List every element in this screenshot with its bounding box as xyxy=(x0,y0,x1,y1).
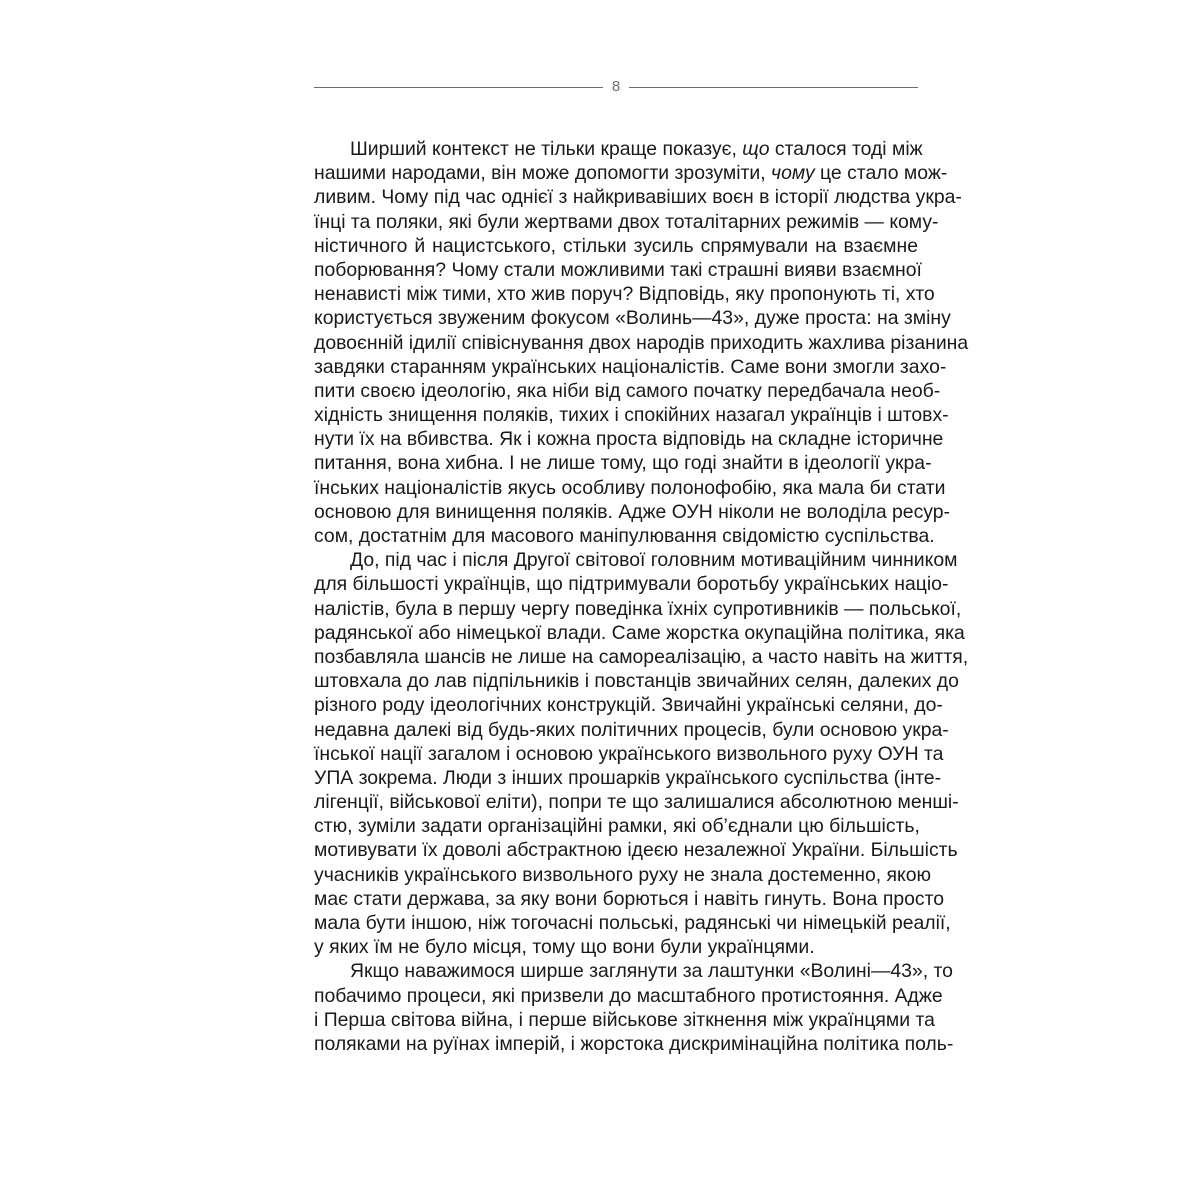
text-run: радянської або німецької влади. Саме жорстка окупаційна політика, яка xyxy=(314,621,965,644)
text-line xyxy=(314,355,947,379)
text-run: недавна далекі від будь-яких політичних процесів, були основою укра- xyxy=(314,718,949,741)
text-run: довоєнній ідилії співіснування двох народів приходить жахлива різанина xyxy=(314,331,969,354)
running-head xyxy=(314,75,918,99)
text-run: для більшості українців, що підтримували боротьбу українських націо- xyxy=(314,573,949,596)
text-run: завдяки старанням українських націоналістів. Саме вони змогли захо- xyxy=(314,355,947,378)
text-line xyxy=(314,427,944,451)
text-run: мала бути іншою, ніж тогочасні польські, радянські чи німецькій реалії, xyxy=(314,912,951,934)
text-run: побачимо процеси, які призвели до масштабного протистояння. Адже xyxy=(314,984,943,1007)
text-run: питання, вона хибна. І не лише тому, що годі знайти в ідеології укра- xyxy=(314,452,932,475)
italic-text: що xyxy=(742,138,770,160)
text-run: їнці та поляки, які були жертвами двох тоталітарних режимів — кому- xyxy=(314,210,939,233)
text-run: позбавляла шансів не лише на самореалізацію, а часто навіть на життя, xyxy=(314,645,969,668)
paragraph xyxy=(314,959,954,1056)
text-line xyxy=(314,210,939,234)
text-line xyxy=(314,1008,935,1032)
text-line xyxy=(314,742,944,766)
text-line xyxy=(314,766,942,790)
text-run: сталося тоді між xyxy=(769,138,923,160)
text-line xyxy=(314,258,922,282)
page-number: 8 xyxy=(611,78,621,95)
text-run: ливим. Чому під час однієї з найкривавіших воєн в історії людства укра- xyxy=(314,186,962,209)
text-line xyxy=(314,911,951,935)
text-run: мотивувати їх доволі абстрактною ідеєю незалежної України. Більшість xyxy=(314,839,958,862)
text-line xyxy=(314,645,969,669)
text-line xyxy=(314,500,950,524)
text-line xyxy=(314,282,935,306)
text-run: нашими народами, він може допомогти зрозуміти, xyxy=(314,162,772,185)
text-run: нути їх на вбивства. Як і кожна проста відповідь на складне історичне xyxy=(314,428,944,451)
text-run: ністичного й нацистського, стільки зусиль спрямували на взаємне xyxy=(314,234,918,257)
text-line xyxy=(314,379,941,403)
text-line xyxy=(314,476,946,500)
text-run: має стати держава, за яку вони борються і навіть гинуть. Вона просто xyxy=(314,887,945,910)
text-run: користується звуженим фокусом «Волинь—43», дуже проста: на зміну xyxy=(314,307,951,330)
text-run: їнських націоналістів якусь особливу полонофобію, яка мала би стати xyxy=(314,476,946,499)
text-line xyxy=(314,669,959,693)
text-line xyxy=(314,621,965,645)
text-run: різного роду ідеологічних конструкцій. Звичайні українські селяни, до- xyxy=(314,694,943,717)
text-line xyxy=(314,597,962,621)
text-run: лігенції, військової еліти), попри те що залишалися абсолютною менші- xyxy=(314,791,959,814)
text-line xyxy=(314,185,962,209)
text-run: і Перша світова війна, і перше військове зіткнення між українцями та xyxy=(314,1008,935,1031)
text-line xyxy=(314,548,958,572)
body-text xyxy=(314,137,969,1056)
text-line xyxy=(314,451,932,475)
text-run: До, під час і після Другої світової головним мотиваційним чинником xyxy=(350,549,958,572)
text-line xyxy=(314,234,918,258)
text-line xyxy=(314,790,959,814)
text-run: УПА зокрема. Люди з інших прошарків українського суспільства (інте- xyxy=(314,766,942,789)
text-line xyxy=(314,935,918,959)
text-run: поборювання? Чому стали можливими такі страшні вияви взаємної xyxy=(314,258,922,281)
paragraph xyxy=(314,137,969,548)
text-run: це стало мож- xyxy=(814,162,948,185)
text-line xyxy=(314,838,958,862)
text-line xyxy=(314,161,948,185)
text-run: штовхала до лав підпільників і повстанців звичайних селян, далеких до xyxy=(314,670,959,693)
text-run: пити своєю ідеологію, яка ніби від самого початку передбачала необ- xyxy=(314,379,941,402)
text-line xyxy=(314,331,969,355)
text-line xyxy=(314,887,945,911)
text-run: їнської нації загалом і основою українського визвольного руху ОУН та xyxy=(314,742,944,765)
text-run: Якщо наважимося ширше заглянути за лаштунки «Волині—43», то xyxy=(350,960,953,983)
text-line xyxy=(314,306,951,330)
text-line xyxy=(314,984,943,1008)
text-run: учасників українського визвольного руху не знала достеменно, якою xyxy=(314,863,932,886)
text-line xyxy=(314,524,935,548)
paragraph xyxy=(314,548,969,959)
text-line xyxy=(314,137,923,161)
text-line xyxy=(314,572,949,596)
text-line xyxy=(314,1032,954,1056)
text-run: стю, зуміли задати організаційні рамки, які об’єднали цю більшість, xyxy=(314,815,920,838)
text-line xyxy=(314,814,918,838)
text-line xyxy=(314,959,953,983)
text-run: Ширший контекст не тільки краще показує, xyxy=(350,138,743,160)
italic-text: чому xyxy=(771,162,815,185)
text-run: налістів, була в першу чергу поведінка їхніх супротивників — польської, xyxy=(314,597,962,620)
text-run: хідність знищення поляків, тихих і спокійних назагал українців і штовх- xyxy=(314,404,949,427)
text-run: основою для винищення поляків. Адже ОУН ніколи не володіла ресур- xyxy=(314,500,950,523)
text-run: у яких їм не було місця, тому що вони були українцями. xyxy=(314,936,815,959)
text-run: сом, достатнім для масового маніпулювання свідомістю суспільства. xyxy=(314,525,935,547)
header-rule-left xyxy=(314,87,603,88)
text-line xyxy=(314,403,949,427)
header-rule-right xyxy=(629,87,918,88)
text-run: поляками на руїнах імперій, і жорстока дискримінаційна політика поль- xyxy=(314,1032,954,1055)
text-line xyxy=(314,693,943,717)
text-line xyxy=(314,718,949,742)
text-line xyxy=(314,863,932,887)
text-run: ненависті між тими, хто жив поруч? Відповідь, яку пропонують ті, хто xyxy=(314,283,935,306)
